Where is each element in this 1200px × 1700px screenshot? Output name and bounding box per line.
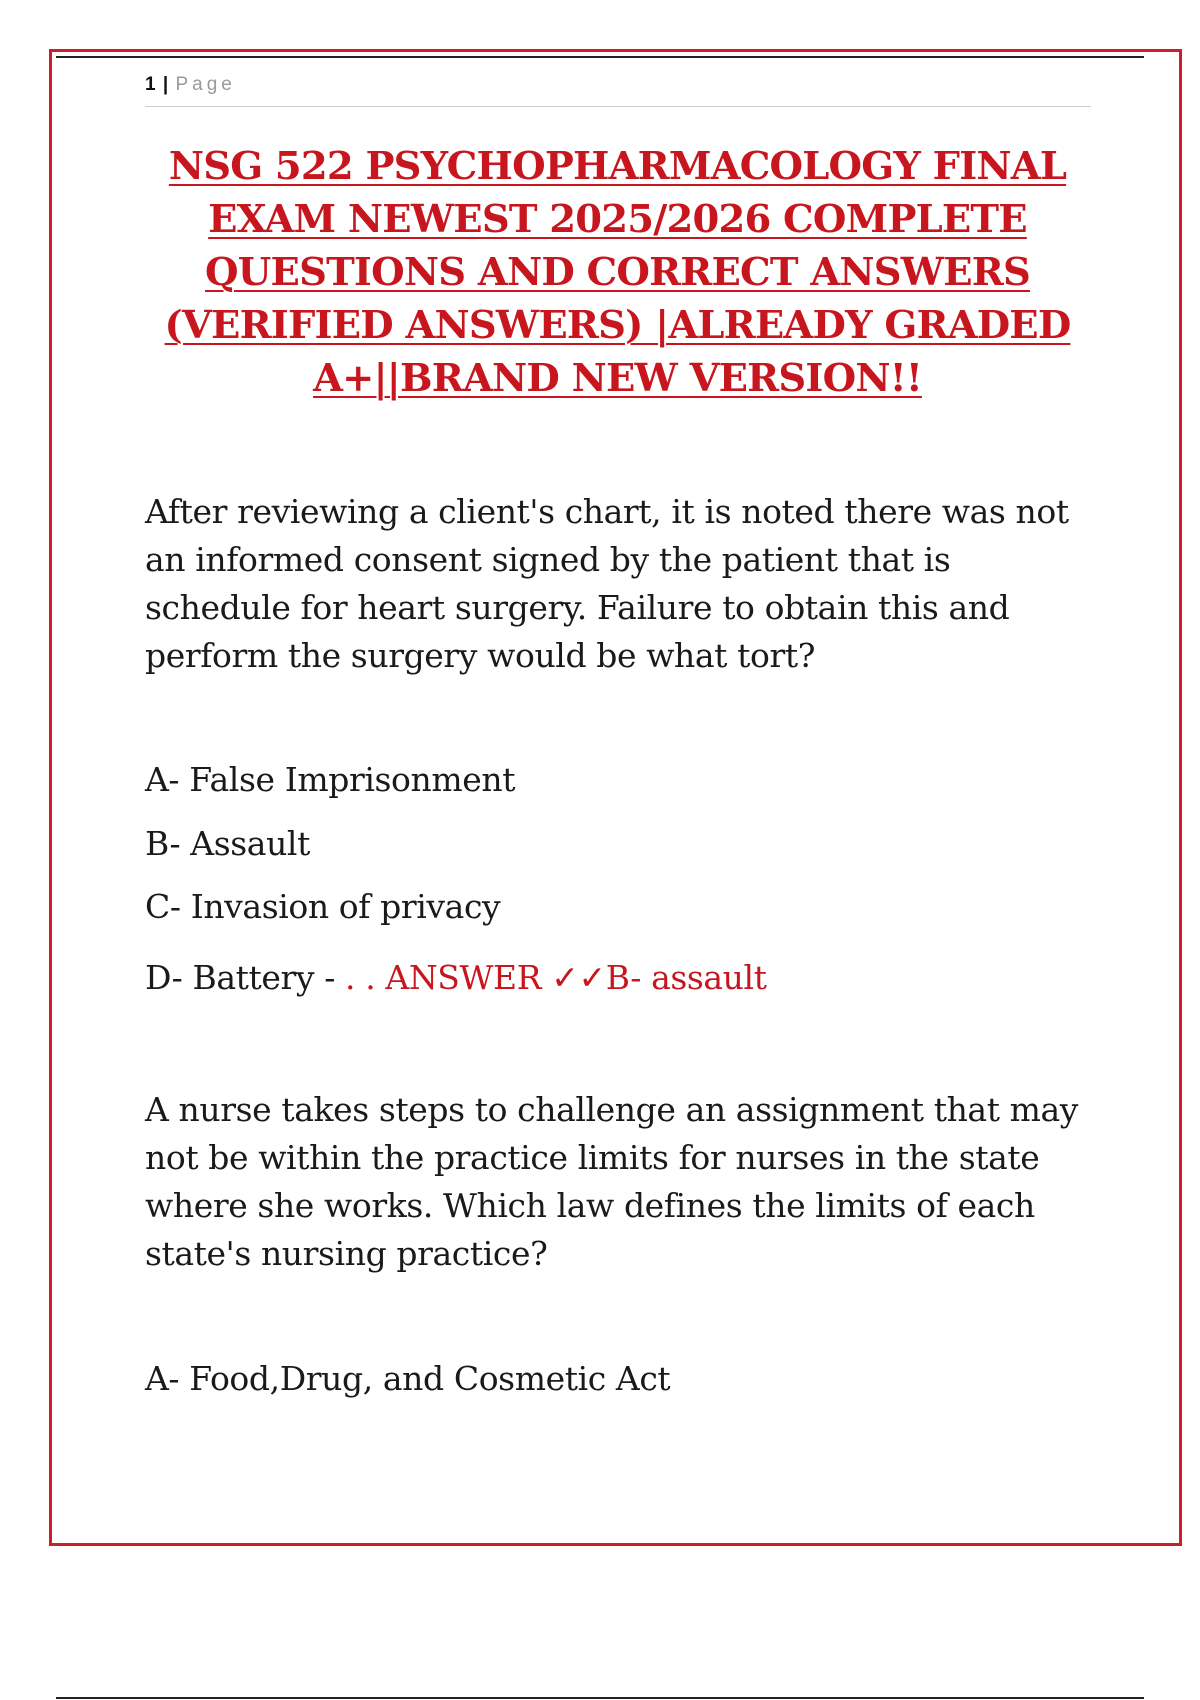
page-label: Page (175, 74, 236, 95)
question-1-option-d (145, 958, 767, 997)
question-2-option-a: A- Food,Drug, and Cosmetic Act (145, 1359, 671, 1398)
option-d-label: D- Battery - (145, 958, 346, 997)
question-1-option-c: C- Invasion of privacy (145, 887, 501, 926)
page-separator: | (162, 74, 170, 95)
document-title: NSG 522 PSYCHOPHARMACOLOGY FINAL EXAM NEWEST 2025/2026 COMPLETE QUESTIONS AND CORRECT ANSWERS (VERIFIED ANSWERS) |ALREADY GRADED A+||BRAND NEW VERSION!! (164, 144, 1071, 401)
question-2-text: A nurse takes steps to challenge an assignment that may not be within the practice limits for nurses in the state where she works. Which law defines the limits of each state's nursing practice? (145, 1090, 1079, 1273)
question-1-option-b: B- Assault (145, 824, 310, 863)
bottom-divider (56, 1697, 1144, 1699)
page-header (145, 74, 236, 96)
top-divider (56, 56, 1144, 58)
header-divider (145, 106, 1091, 107)
question-1-option-a: A- False Imprisonment (145, 760, 516, 799)
question-1-text: After reviewing a client's chart, it is noted there was not an informed consent signed by the patient that is schedule for heart surgery. Failure to obtain this and perform the surgery would be what tort? (145, 492, 1069, 675)
question-1-answer: . . ANSWER ✓✓B- assault (345, 958, 767, 997)
page-number: 1 (145, 74, 157, 95)
